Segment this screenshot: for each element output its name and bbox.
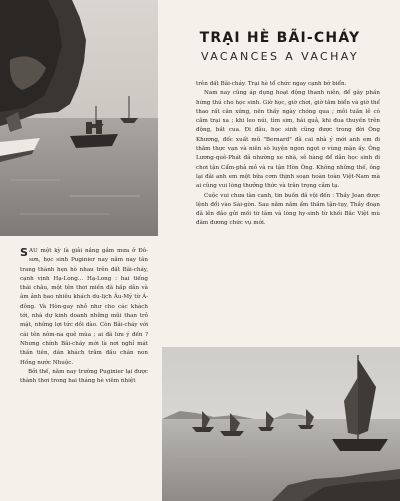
paragraph: Bởi thế, năm nay trường Puginier lại được thành thơi trong hai tháng hè viêm nhiệt: [20, 368, 148, 385]
right-text-column: [196, 80, 380, 229]
junk-boats-bay-photo: [162, 347, 400, 501]
title-french: VACANCES A VACHAY: [200, 50, 359, 63]
paragraph: Cuộc vui chưa tàn canh, tin buồn đã vội đến : Thầy Jean được lệnh đổi vào Sài-gòn. Sau năm năm ẩm thầm tận-tụy, Thầy đoạn đã lên đảo gửi mối từ tâm và lòng hy-sinh từ khối Bắc Việt mù đâm đương chức vụ mới.: [196, 192, 380, 227]
paragraph: [20, 247, 148, 368]
article-title: [165, 30, 395, 63]
drop-cap: S: [20, 246, 28, 259]
cliff-harbor-photo: [0, 0, 158, 236]
title-vietnamese: TRẠI HÈ BÃI-CHÁY: [199, 30, 361, 46]
left-text-column: [20, 247, 148, 386]
paragraph-text: AU một kỳ là giải nắng gắm mưa ở Đô-sơn, học sinh Puginier nay năm nay tân trang thành hẹn hò nhau trên đất Bãi-cháy, cạnh vịnh Hạ-Long... Hạ-Long : hai tiếng thái châu, một tên thơi miền đã hấp dẫn và âm ảnh bao nhiêu khách du-lịch Âu-Mỹ từ Á-đông. Và Hòn-gay nhỏ như cho các khách tới, nhà dự kinh doanh những mũi than trỏ mặt, những lợi tức dồi dào. Còn Bãi-cháy với cái tên nôm-na quê mùa ; ai đã lưu ý đến ? Nhưng chính Bãi-cháy mới là nơi nghỉ mát thần tiên, dân khách trăm đầu chân non Hồng nước Nhuộc.: [20, 248, 148, 366]
paragraph: Nam nay cũng áp dụng hoạt động thanh niên, để gây phần hứng thú cho học sinh. Giờ học, giờ chơi, giờ tắm biển và giờ thể thao rất cân xứng, nên thấy ngày chóng qua ; mỗi tuần lễ có cắm trại xa ; khi leo núi, tìm sim, hái quả, khi đua thuyền trên động, bắt cua. Đi đâu, học sinh cũng được trong đời Ông Khương, đốc xuất mũ "Bernard" đã cai nhà ý mới anh em đi thăm thực vạn và niên sò luyện ngon ngọt ơ vùng mặn ấy. Ông Lương-quê-Phát đã nhường xe nhà, sẽ hàng để dẫn học sinh đi chơi tận Cẩm-phả mỏ và ra tận Hòn Ông. Không những thế, ông lại đãi anh em một bữa cơm thịnh soạn hoàn toàn Việt-Nam mà ai cũng vui lòng thưởng thức và trân trọng cảm tạ.: [196, 90, 380, 190]
paragraph: trên đất Bãi-cháy. Trại hè tổ chức ngay cạnh bờ biển.: [196, 81, 347, 87]
